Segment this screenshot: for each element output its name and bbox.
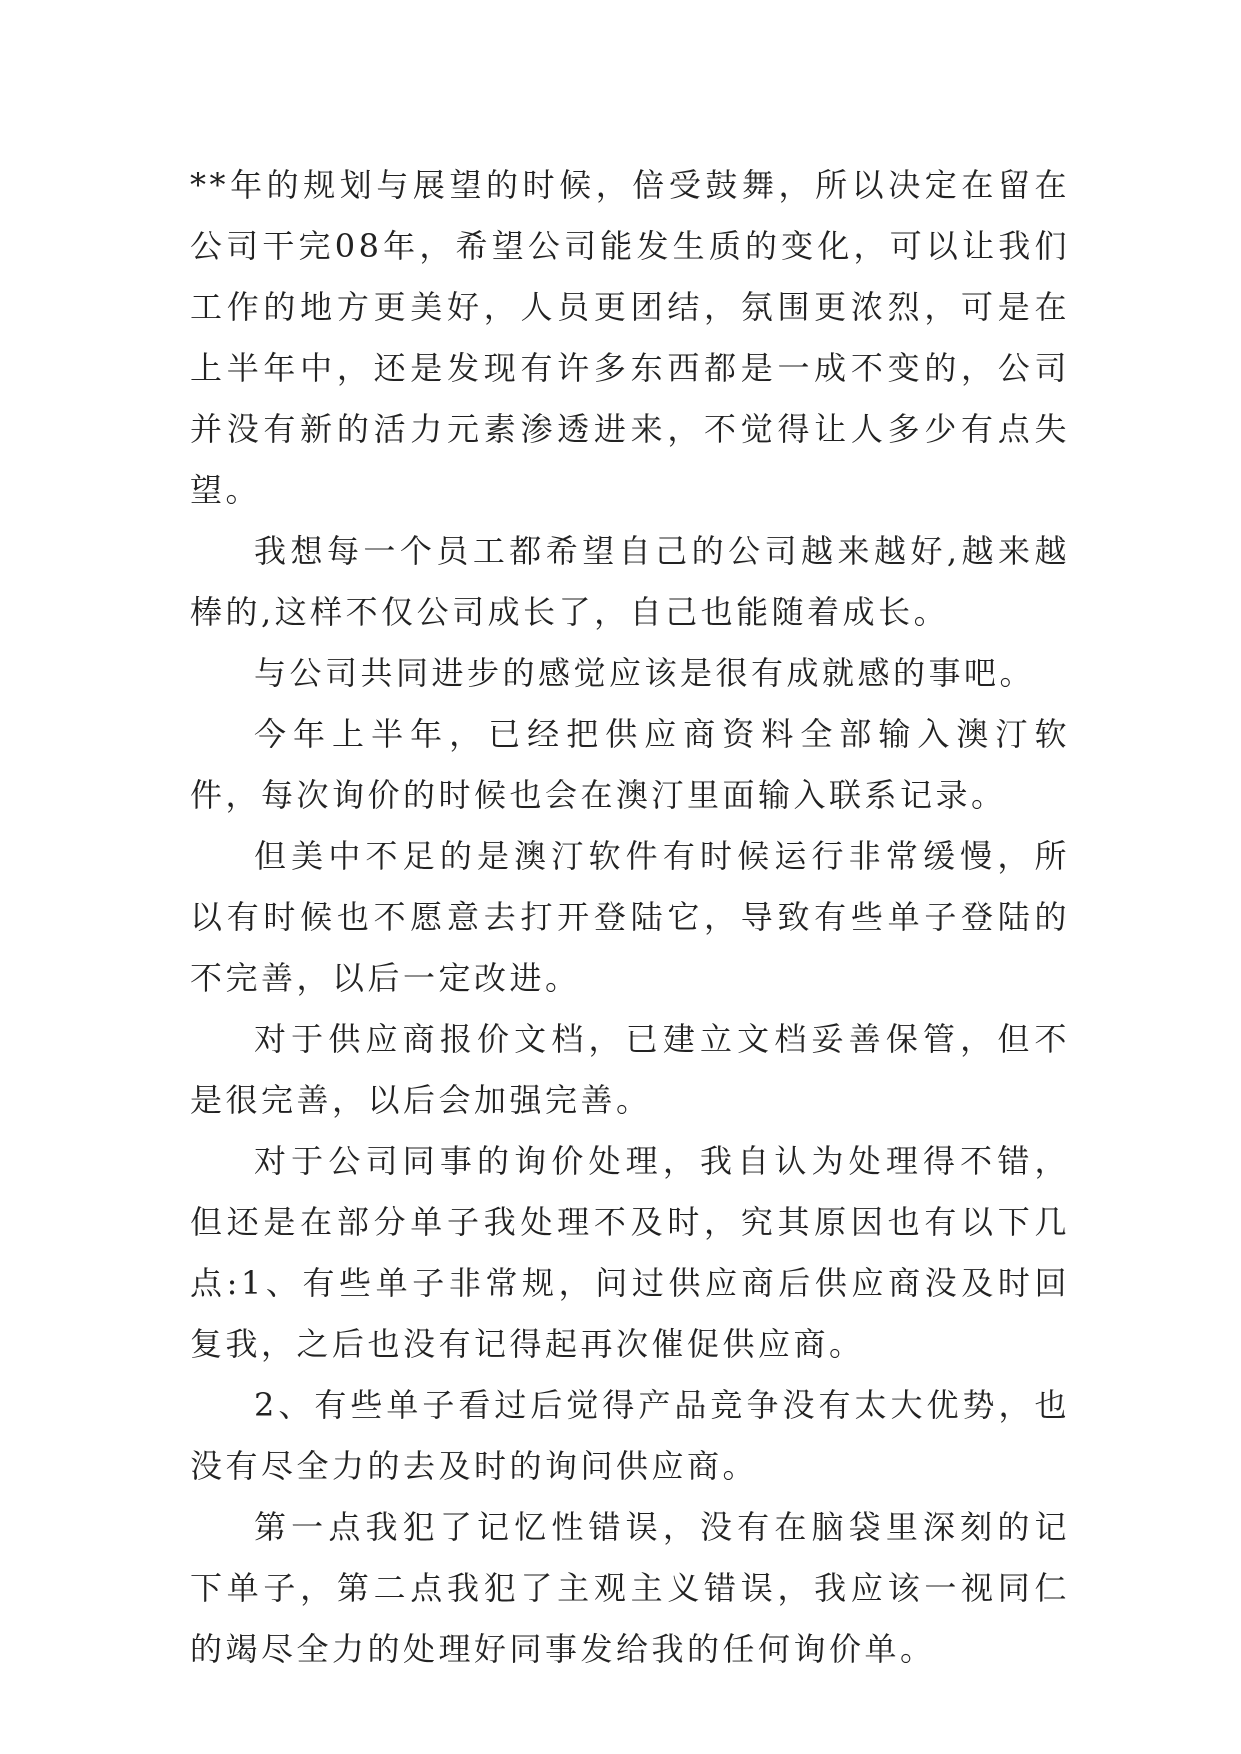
paragraph-5: 但美中不足的是澳汀软件有时候运行非常缓慢，所以有时候也不愿意去打开登陆它，导致有些单子登陆的不完善，以后一定改进。 (190, 837, 1070, 997)
paragraph-1: **年的规划与展望的时候，倍受鼓舞，所以决定在留在公司干完08年，希望公司能发生质的变化，可以让我们工作的地方更美好，人员更团结，氛围更浓烈，可是在上半年中，还是发现有许多东西都是一成不变的，公司并没有新的活力元素渗透进来，不觉得让人多少有点失望。 (190, 166, 1070, 509)
paragraph-6: 对于供应商报价文档，已建立文档妥善保管，但不是很完善，以后会加强完善。 (190, 1020, 1070, 1119)
paragraph-7: 对于公司同事的询价处理，我自认为处理得不错，但还是在部分单子我处理不及时，究其原因也有以下几点:1、有些单子非常规，问过供应商后供应商没及时回复我，之后也没有记得起再次催促供应商。 (190, 1142, 1070, 1363)
paragraph-4: 今年上半年，已经把供应商资料全部输入澳汀软件，每次询价的时候也会在澳汀里面输入联系记录。 (190, 715, 1070, 814)
paragraph-3: 与公司共同进步的感觉应该是很有成就感的事吧。 (254, 654, 1036, 692)
document-page (190, 155, 1070, 1680)
paragraph-2: 我想每一个员工都希望自己的公司越来越好,越来越棒的,这样不仅公司成长了，自己也能随着成长。 (190, 532, 1070, 631)
paragraph-8: 2、有些单子看过后觉得产品竞争没有太大优势，也没有尽全力的去及时的询问供应商。 (190, 1386, 1070, 1485)
paragraph-9: 第一点我犯了记忆性错误，没有在脑袋里深刻的记下单子，第二点我犯了主观主义错误，我应该一视同仁的竭尽全力的处理好同事发给我的任何询价单。 (190, 1508, 1070, 1668)
